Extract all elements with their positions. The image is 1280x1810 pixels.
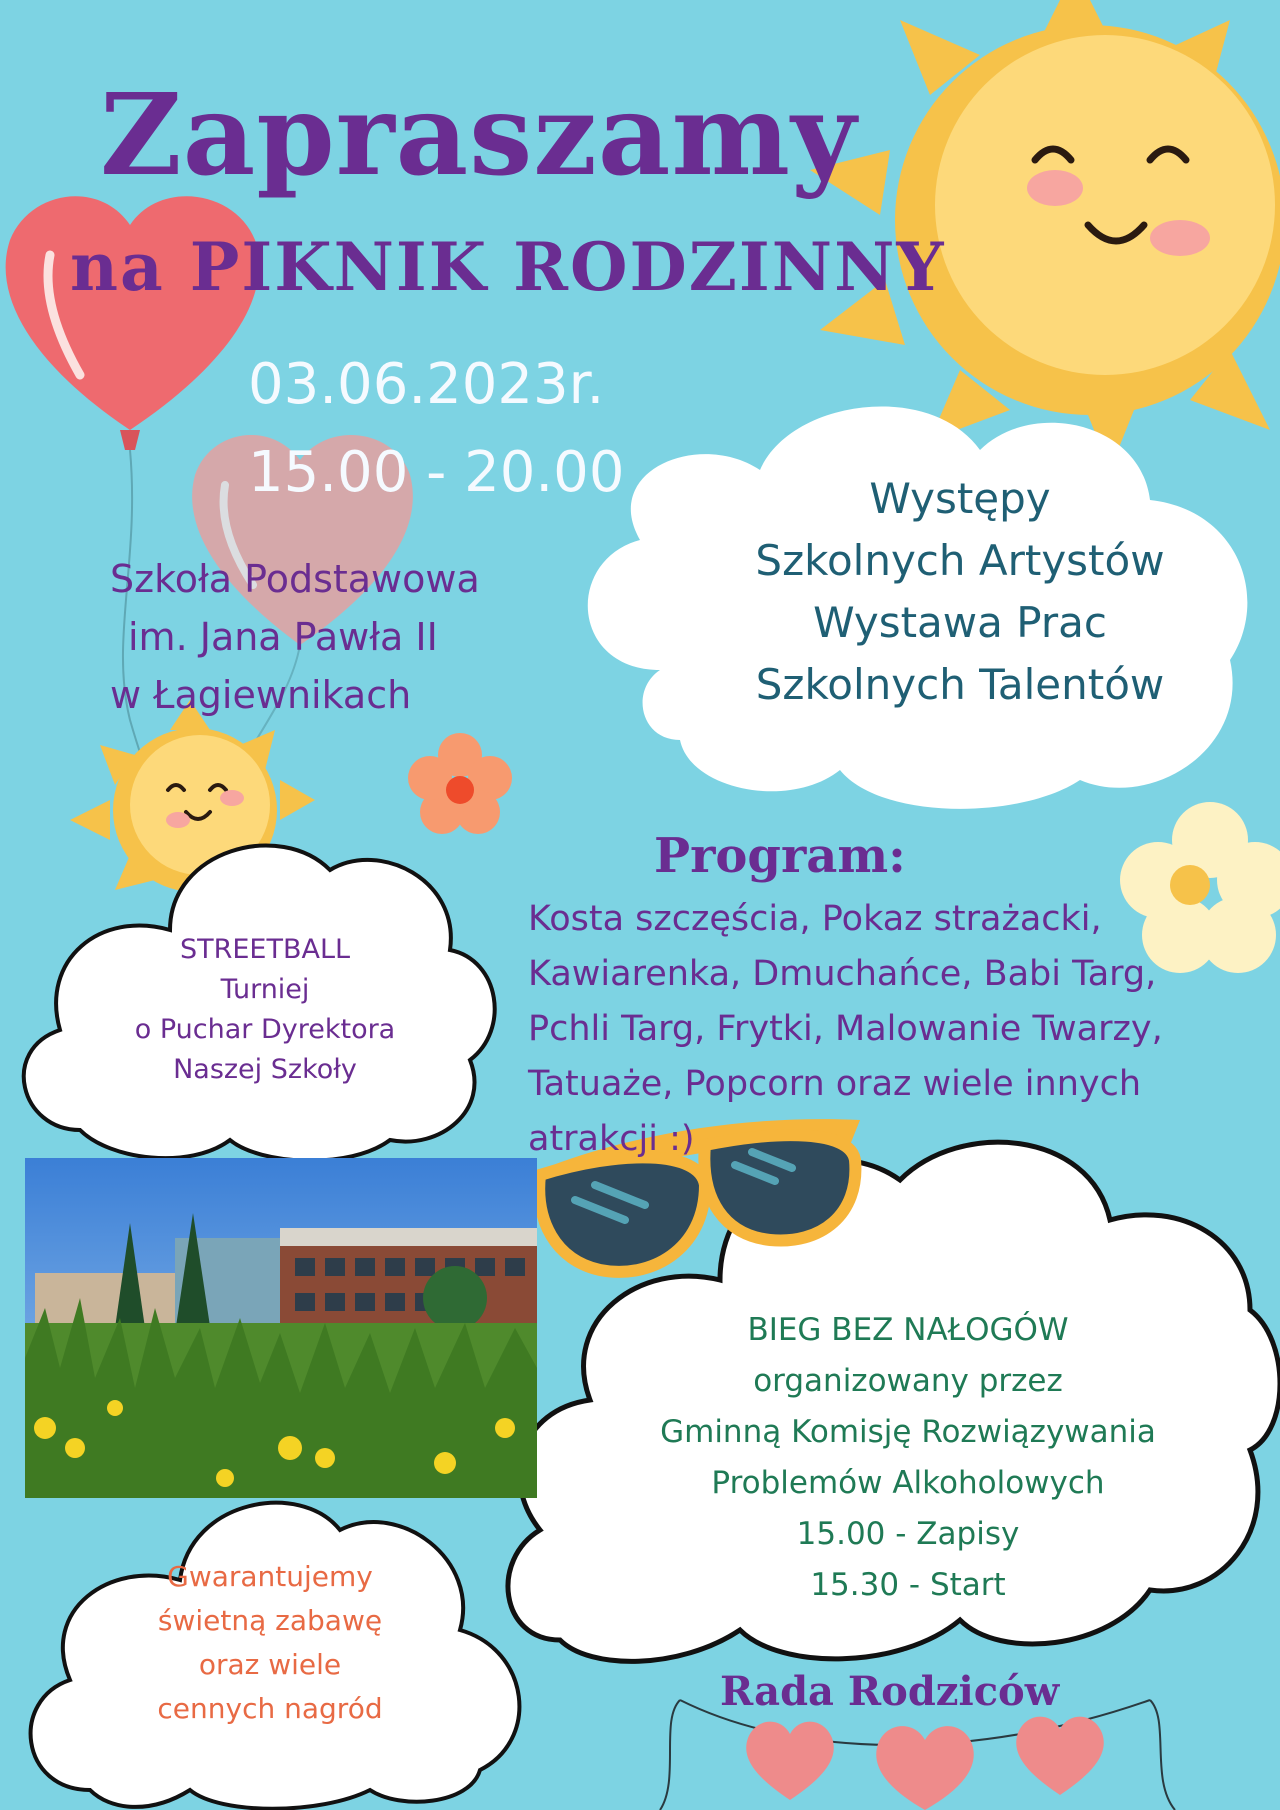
event-date: 03.06.2023r. <box>248 352 605 417</box>
school-line: Szkoła Podstawowa <box>110 557 480 601</box>
performances-text <box>690 468 1230 716</box>
school-line: im. Jana Pawła II <box>128 615 438 659</box>
guarantee-line: świetną zabawę <box>157 1604 383 1637</box>
school-line: w Łagiewnikach <box>110 673 412 717</box>
school-name <box>110 550 480 724</box>
program-line: atrakcji :) <box>528 1119 695 1159</box>
program-line: Kawiarenka, Dmuchańce, Babi Targ, <box>528 954 1157 994</box>
page-subtitle: na PIKNIK RODZINNY <box>70 228 946 306</box>
performances-line: Szkolnych Talentów <box>755 660 1165 709</box>
program-line: Pchli Targ, Frytki, Malowanie Twarzy, <box>528 1009 1163 1049</box>
streetball-line: Naszej Szkoły <box>173 1054 357 1085</box>
run-line: 15.30 - Start <box>810 1567 1006 1603</box>
performances-line: Występy <box>869 474 1051 523</box>
program-line: Kosta szczęścia, Pokaz strażacki, <box>528 899 1102 939</box>
run-line: BIEG BEZ NAŁOGÓW <box>747 1312 1069 1348</box>
heart-garland-icon <box>660 1700 1175 1810</box>
streetball-line: o Puchar Dyrektora <box>134 1014 396 1045</box>
performances-line: Wystawa Prac <box>813 598 1107 647</box>
run-text <box>608 1305 1208 1611</box>
streetball-line: Turniej <box>220 974 310 1005</box>
run-line: Gminną Komisję Rozwiązywania <box>660 1414 1156 1450</box>
performances-line: Szkolnych Artystów <box>755 536 1165 585</box>
orange-flower-icon <box>408 733 512 834</box>
page-title: Zapraszamy <box>100 70 858 201</box>
program-list <box>528 892 1248 1167</box>
program-heading: Program: <box>654 828 906 884</box>
school-photo <box>25 1158 537 1498</box>
signature: Rada Rodziców <box>720 1668 1060 1715</box>
guarantee-line: oraz wiele <box>198 1648 342 1681</box>
event-time: 15.00 - 20.00 <box>248 440 625 505</box>
run-line: Problemów Alkoholowych <box>711 1465 1105 1501</box>
program-line: Tatuaże, Popcorn oraz wiele innych <box>528 1064 1142 1104</box>
guarantee-line: cennych nagród <box>157 1692 383 1725</box>
streetball-line: STREETBALL <box>179 934 351 965</box>
streetball-text <box>95 930 435 1090</box>
run-line: organizowany przez <box>753 1363 1063 1399</box>
run-line: 15.00 - Zapisy <box>796 1516 1020 1552</box>
guarantee-text <box>110 1555 430 1731</box>
guarantee-line: Gwarantujemy <box>167 1560 373 1593</box>
